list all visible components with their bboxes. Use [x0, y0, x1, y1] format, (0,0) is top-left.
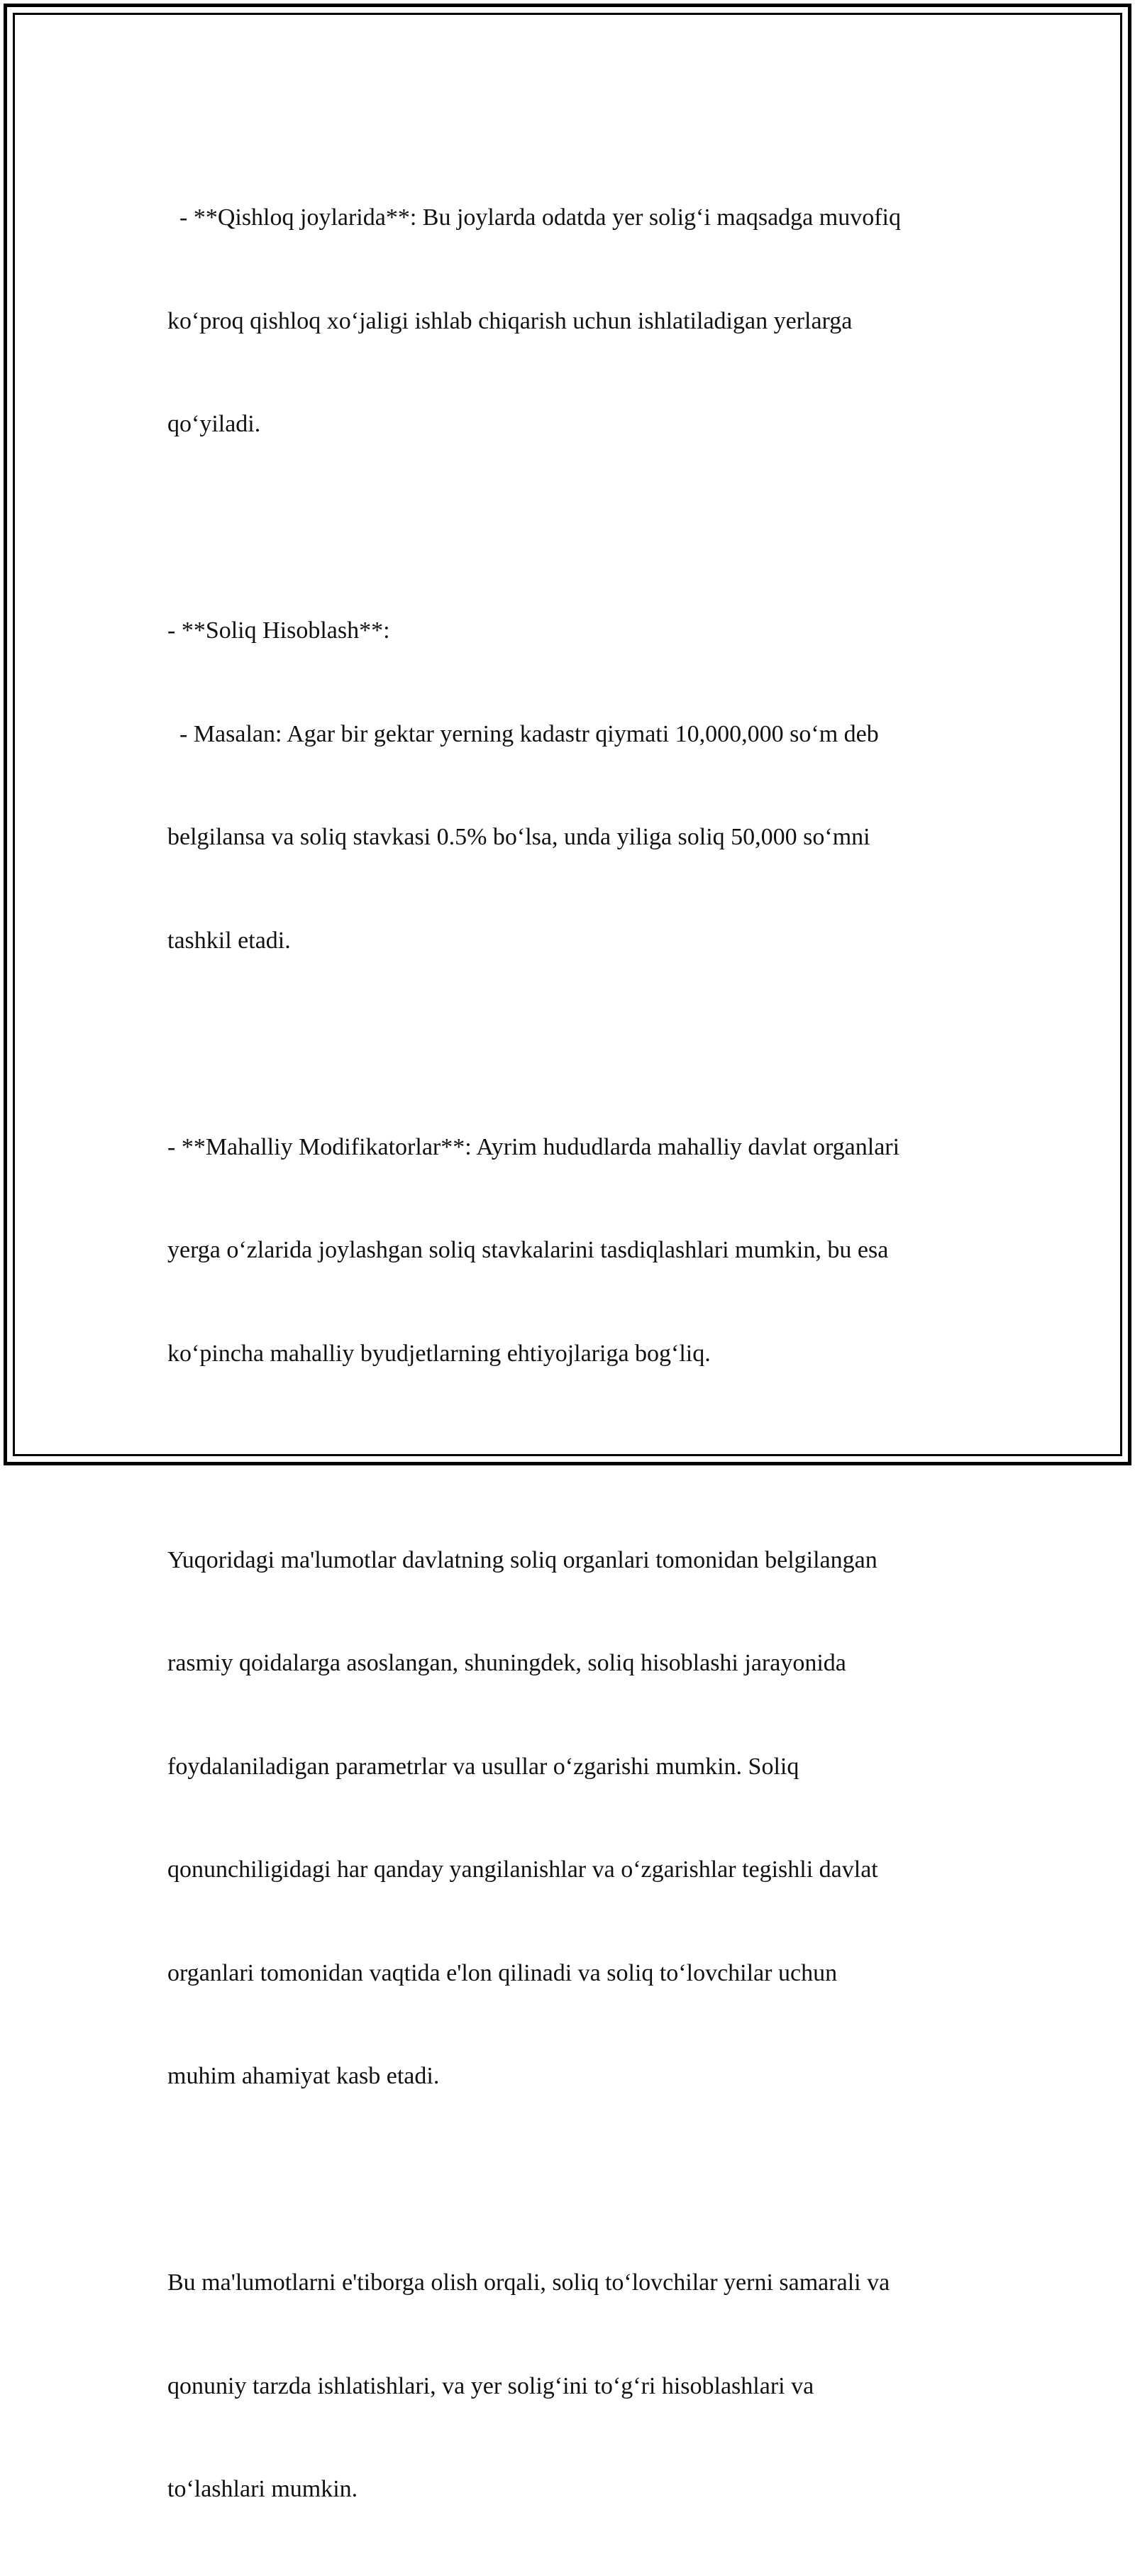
text-line: rasmiy qoidalarga asoslangan, shuningdek, soliq hisoblashi jarayonida [167, 1650, 846, 1676]
paragraph-gap [167, 1440, 990, 1475]
text-line: - **Mahalliy Modifikatorlar**: Ayrim hududlarda mahalliy davlat organlari [167, 1133, 900, 1160]
text-line: organlari tomonidan vaqtida e'lon qilinadi va soliq to‘lovchilar uchun [167, 1959, 838, 1986]
paragraph-rural-areas [167, 132, 990, 511]
text-line: foydalaniladigan parametrlar va usullar o‘zgarishi mumkin. Soliq [167, 1753, 799, 1780]
paragraph-conclusion [167, 2197, 990, 2576]
paragraph-local-modifiers [167, 1062, 990, 1441]
text-line: - Masalan: Agar bir gektar yerning kadastr qiymati 10,000,000 so‘m deb [167, 720, 879, 747]
text-line: tashkil etadi. [167, 927, 291, 954]
text-line: ko‘pincha mahalliy byudjetlarning ehtiyojlariga bog‘liq. [167, 1340, 711, 1367]
paragraph-gap [167, 2163, 990, 2198]
paragraph-official-rules [167, 1475, 990, 2163]
text-line: Yuqoridagi ma'lumotlar davlatning soliq organlari tomonidan belgilangan [167, 1546, 877, 1573]
text-line: to‘lashlari mumkin. [167, 2476, 358, 2502]
text-line: - **Soliq Hisoblash**: [167, 617, 390, 644]
document-body [167, 132, 990, 2576]
paragraph-gap [167, 1027, 990, 1062]
text-line: ko‘proq qishloq xo‘jaligi ishlab chiqarish uchun ishlatiladigan yerlarga [167, 307, 853, 334]
text-line: muhim ahamiyat kasb etadi. [167, 2063, 440, 2089]
text-line: qonunchiligidagi har qanday yangilanishlar va o‘zgarishlar tegishli davlat [167, 1856, 878, 1883]
text-line: - **Qishloq joylarida**: Bu joylarda odatda yer solig‘i maqsadga muvofiq [167, 204, 901, 231]
text-line: yerga o‘zlarida joylashgan soliq stavkalarini tasdiqlashlari mumkin, bu esa [167, 1237, 889, 1263]
text-line: qo‘yiladi. [167, 411, 261, 437]
text-line: Bu ma'lumotlarni e'tiborga olish orqali, soliq to‘lovchilar yerni samarali va [167, 2269, 890, 2296]
paragraph-tax-calculation [167, 545, 990, 1027]
paragraph-gap [167, 511, 990, 546]
text-line: qonuniy tarzda ishlatishlari, va yer solig‘ini to‘g‘ri hisoblashlari va [167, 2372, 814, 2399]
text-line: belgilansa va soliq stavkasi 0.5% bo‘lsa, unda yiliga soliq 50,000 so‘mni [167, 824, 870, 850]
